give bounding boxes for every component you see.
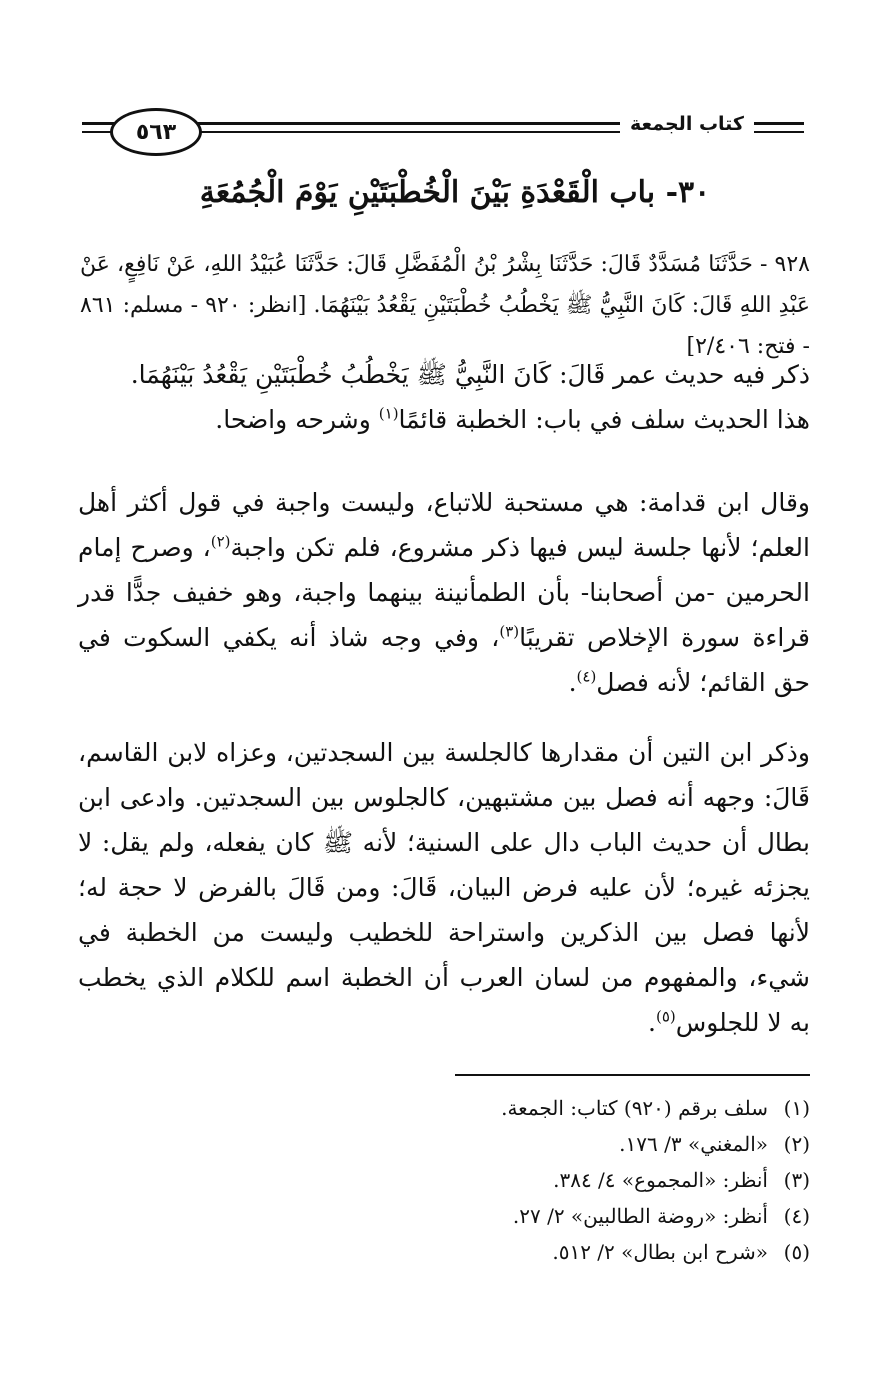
paragraph-2-text-d: . bbox=[568, 668, 577, 697]
footnote-1 bbox=[440, 1090, 810, 1126]
footnote-text: أنظر: «روضة الطالبين» ٢/ ٢٧. bbox=[512, 1204, 768, 1228]
paragraph-2-text-c: ، وفي وجه شاذ أنه يكفي السكوت في حق القائم؛ لأنه فصل bbox=[78, 623, 810, 697]
footnote-4 bbox=[440, 1198, 810, 1234]
footnote-number: (١) bbox=[783, 1096, 810, 1120]
footnote-ref-1[interactable]: (١) bbox=[378, 404, 399, 423]
footnote-3 bbox=[440, 1162, 810, 1198]
hadith-text: ٩٢٨ - حَدَّثَنَا مُسَدَّدٌ قَالَ: حَدَّثَنَا بِشْرُ بْنُ الْمُفَضَّلِ قَالَ: حَدَّثَنَا عُبَيْدُ اللهِ، عَنْ نَافِعٍ، عَنْ عَبْدِ اللهِ قَالَ: كَانَ النَّبِيُّ ﷺ يَخْطُبُ خُطْبَتَيْنِ يَقْعُدُ بَيْنَهُمَا. [انظر: ٩٢٠ - مسلم: ٨٦١ - فتح: ٢/٤٠٦] bbox=[80, 252, 811, 359]
footnote-text: سلف برقم (٩٢٠) كتاب: الجمعة. bbox=[501, 1096, 768, 1120]
paragraph-3-text-a: وذكر ابن التين أن مقدارها كالجلسة بين السجدتين، وعزاه لابن القاسم، قَالَ: وجهه أنه فصل بين مشتبهين، كالجلوس بين السجدتين. وادعى ابن بطال أن حديث الباب دال على السنية؛ لأنه ﷺ كان يفعله، ولم يقل: لا يجزئه غيره؛ لأن عليه فرض البيان، قَالَ: ومن قَالَ بالفرض لا حجة له؛ لأنها فصل بين الذكرين واستراحة للخطيب وليست من الخطبة في شيء، والمفهوم من لسان العرب أن الخطبة اسم للكلام الذي يخطب به لا للجلوس bbox=[78, 738, 810, 1037]
header-rule-bottom-middle bbox=[190, 131, 622, 133]
footnote-divider bbox=[455, 1074, 810, 1076]
header-rule-top-middle bbox=[190, 122, 622, 125]
footnote-text: «المغني» ٣/ ١٧٦. bbox=[619, 1132, 768, 1156]
paragraph-1-line-1: ذكر فيه حديث عمر قَالَ: كَانَ النَّبِيُّ ﷺ يَخْطُبُ خُطْبَتَيْنِ يَقْعُدُ بَيْنَهُمَا. bbox=[130, 360, 810, 389]
footnote-5 bbox=[440, 1234, 810, 1270]
paragraph-3-text-b: . bbox=[648, 1008, 656, 1037]
footnote-text: «شرح ابن بطال» ٢/ ٥١٢. bbox=[552, 1240, 768, 1264]
footnote-number: (٤) bbox=[783, 1204, 810, 1228]
paragraph-3 bbox=[78, 730, 810, 1045]
footnote-text: أنظر: «المجموع» ٤/ ٣٨٤. bbox=[553, 1168, 768, 1192]
page-number bbox=[110, 108, 202, 156]
footnote-number: (٣) bbox=[783, 1168, 810, 1192]
paragraph-2-text-b: ، وصرح إمام الحرمين -من أصحابنا- بأن الطمأنينة بينهما واجبة، وهو خفيف جدًّا قدر قراءة سورة الإخلاص تقريبًا bbox=[78, 533, 811, 652]
footnote-number: (٥) bbox=[783, 1240, 810, 1264]
footnote-ref-2[interactable]: (٢) bbox=[210, 532, 231, 551]
paragraph-2-text-a: وقال ابن قدامة: هي مستحبة للاتباع، وليست واجبة في قول أكثر أهل العلم؛ لأنها جلسة ليس فيها ذكر مشروع، فلم تكن واجبة bbox=[78, 488, 810, 562]
footnote-ref-3[interactable]: (٣) bbox=[499, 622, 520, 641]
footnote-ref-4[interactable]: (٤) bbox=[576, 667, 597, 686]
page-number-text: ٥٦٣ bbox=[135, 119, 177, 145]
paragraph-1-line-2-end: وشرحه واضحا. bbox=[215, 405, 379, 434]
paragraph-1-line-2: هذا الحديث سلف في باب: الخطبة قائمًا bbox=[398, 405, 810, 434]
chapter-title: ٣٠- باب الْقَعْدَةِ بَيْنَ الْخُطْبَتَيْنِ يَوْمَ الْجُمُعَةِ bbox=[199, 175, 711, 210]
footnote-number: (٢) bbox=[783, 1132, 810, 1156]
footnote-ref-5[interactable]: (٥) bbox=[655, 1007, 676, 1026]
paragraph-1 bbox=[78, 352, 810, 442]
paragraph-2 bbox=[78, 480, 810, 705]
footnote-2 bbox=[440, 1126, 810, 1162]
running-title: كتاب الجمعة bbox=[620, 113, 754, 135]
footnotes bbox=[440, 1090, 810, 1270]
